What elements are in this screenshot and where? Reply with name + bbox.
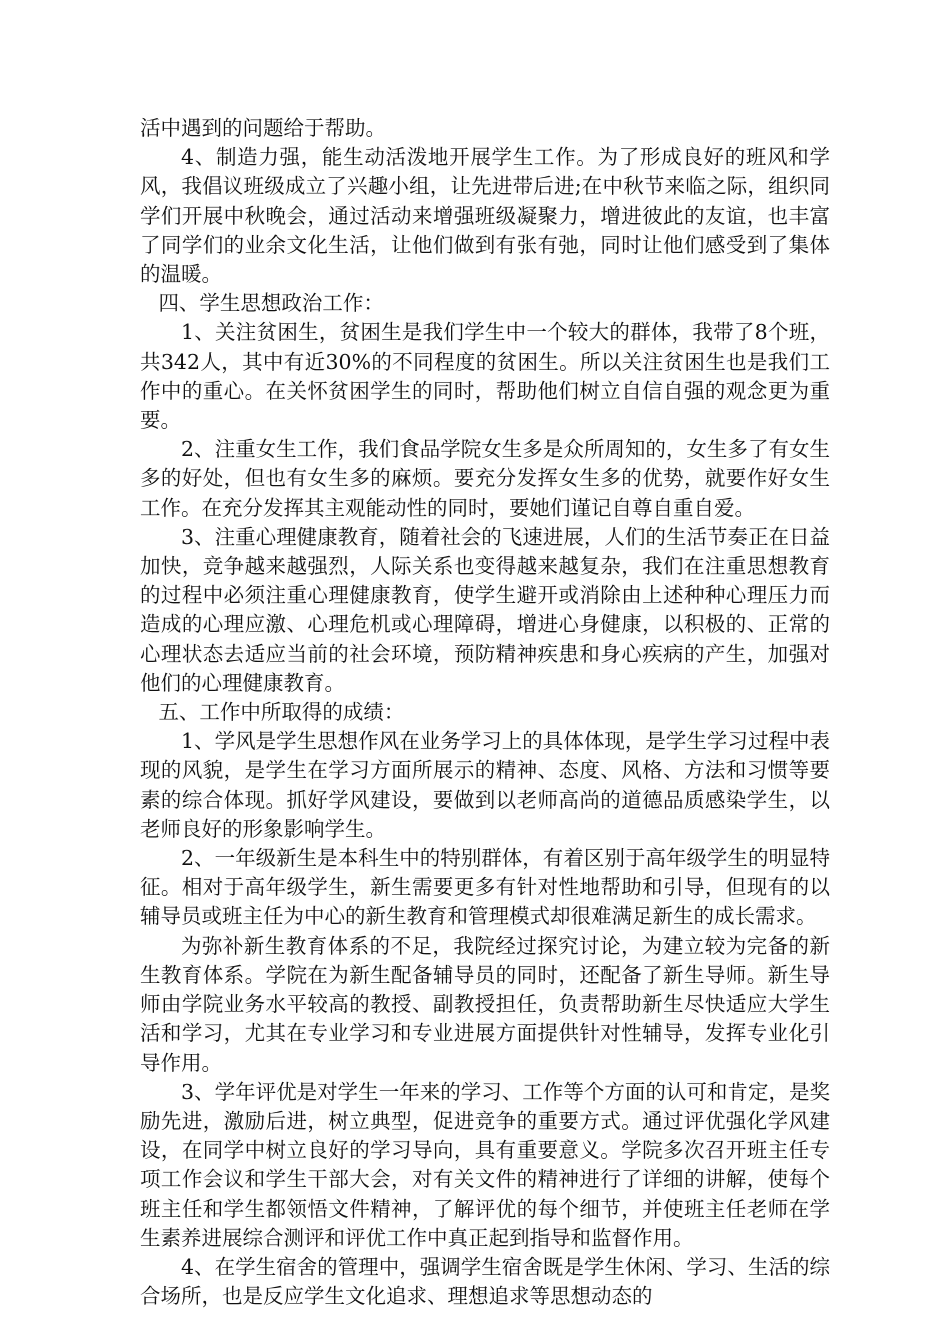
paragraph-3: 1、关注贫困生，贫困生是我们学生中一个较大的群体，我带了8个班，共342人，其中有近30%的不同程度的贫困生。所以关注贫困生也是我们工作中的重心。在关怀贫困学生的同时，帮助他们树立自信自强的观念更为重要。: [140, 320, 830, 433]
paragraph-7: 2、一年级新生是本科生中的特别群体，有着区别于高年级学生的明显特征。相对于高年级学生，新生需要更多有针对性地帮助和引导，但现有的以辅导员或班主任为中心的新生教育和管理模式却很难满足新生的成长需求。: [140, 846, 830, 929]
paragraph-1: 活中遇到的问题给于帮助。: [140, 116, 386, 140]
section-heading-4: 四、学生思想政治工作：: [158, 291, 384, 316]
paragraph-4: 2、注重女生工作，我们食品学院女生多是众所周知的，女生多了有女生多的好处，但也有女生多的麻烦。要充分发挥女生多的优势，就要作好女生工作。在充分发挥其主观能动性的同时，要她们谨记自尊自重自爱。: [140, 437, 830, 520]
section-heading-5: 五、工作中所取得的成绩：: [158, 700, 405, 725]
paragraph-8: 为弥补新生教育体系的不足，我院经过探究讨论，为建立较为完备的新生教育体系。学院在为新生配备辅导员的同时，还配备了新生导师。新生导师由学院业务水平较高的教授、副教授担任，负责帮助新生尽快适应大学生活和学习，尤其在专业学习和专业进展方面提供针对性辅导，发挥专业化引导作用。: [140, 933, 830, 1075]
document-body: [140, 114, 830, 1311]
paragraph-9: 3、学年评优是对学生一年来的学习、工作等个方面的认可和肯定，是奖励先进，激励后进，树立典型，促进竞争的重要方式。通过评优强化学风建设，在同学中树立良好的学习导向，具有重要意义。学院多次召开班主任专项工作会议和学生干部大会，对有关文件的精神进行了详细的讲解，使每个班主任和学生都领悟文件精神，了解评优的每个细节，并使班主任老师在学生素养进展综合测评和评优工作中真正起到指导和监督作用。: [140, 1079, 830, 1250]
paragraph-5: 3、注重心理健康教育，随着社会的飞速进展，人们的生活节奏正在日益加快，竞争越来越强烈，人际关系也变得越来越复杂，我们在注重思想教育的过程中必须注重心理健康教育，使学生避开或消除由上述种种心理压力而造成的心理应激、心理危机或心理障碍，增进心身健康，以积极的、正常的心理状态去适应当前的社会环境，预防精神疾患和身心疾病的产生，加强对他们的心理健康教育。: [140, 524, 830, 695]
paragraph-10: 4、在学生宿舍的管理中，强调学生宿舍既是学生休闲、学习、生活的综合场所，也是反应学生文化追求、理想追求等思想动态的: [140, 1254, 830, 1309]
paragraph-2: 4、制造力强，能生动活泼地开展学生工作。为了形成良好的班风和学风，我倡议班级成立了兴趣小组，让先进带后进;在中秋节来临之际，组织同学们开展中秋晚会，通过活动来增强班级凝聚力，增进彼此的友谊，也丰富了同学们的业余文化生活，让他们做到有张有弛，同时让他们感受到了集体的温暖。: [140, 145, 830, 287]
paragraph-6: 1、学风是学生思想作风在业务学习上的具体体现，是学生学习过程中表现的风貌，是学生在学习方面所展示的精神、态度、风格、方法和习惯等要素的综合体现。抓好学风建设，要做到以老师高尚的道德品质感染学生，以老师良好的形象影响学生。: [140, 729, 830, 841]
